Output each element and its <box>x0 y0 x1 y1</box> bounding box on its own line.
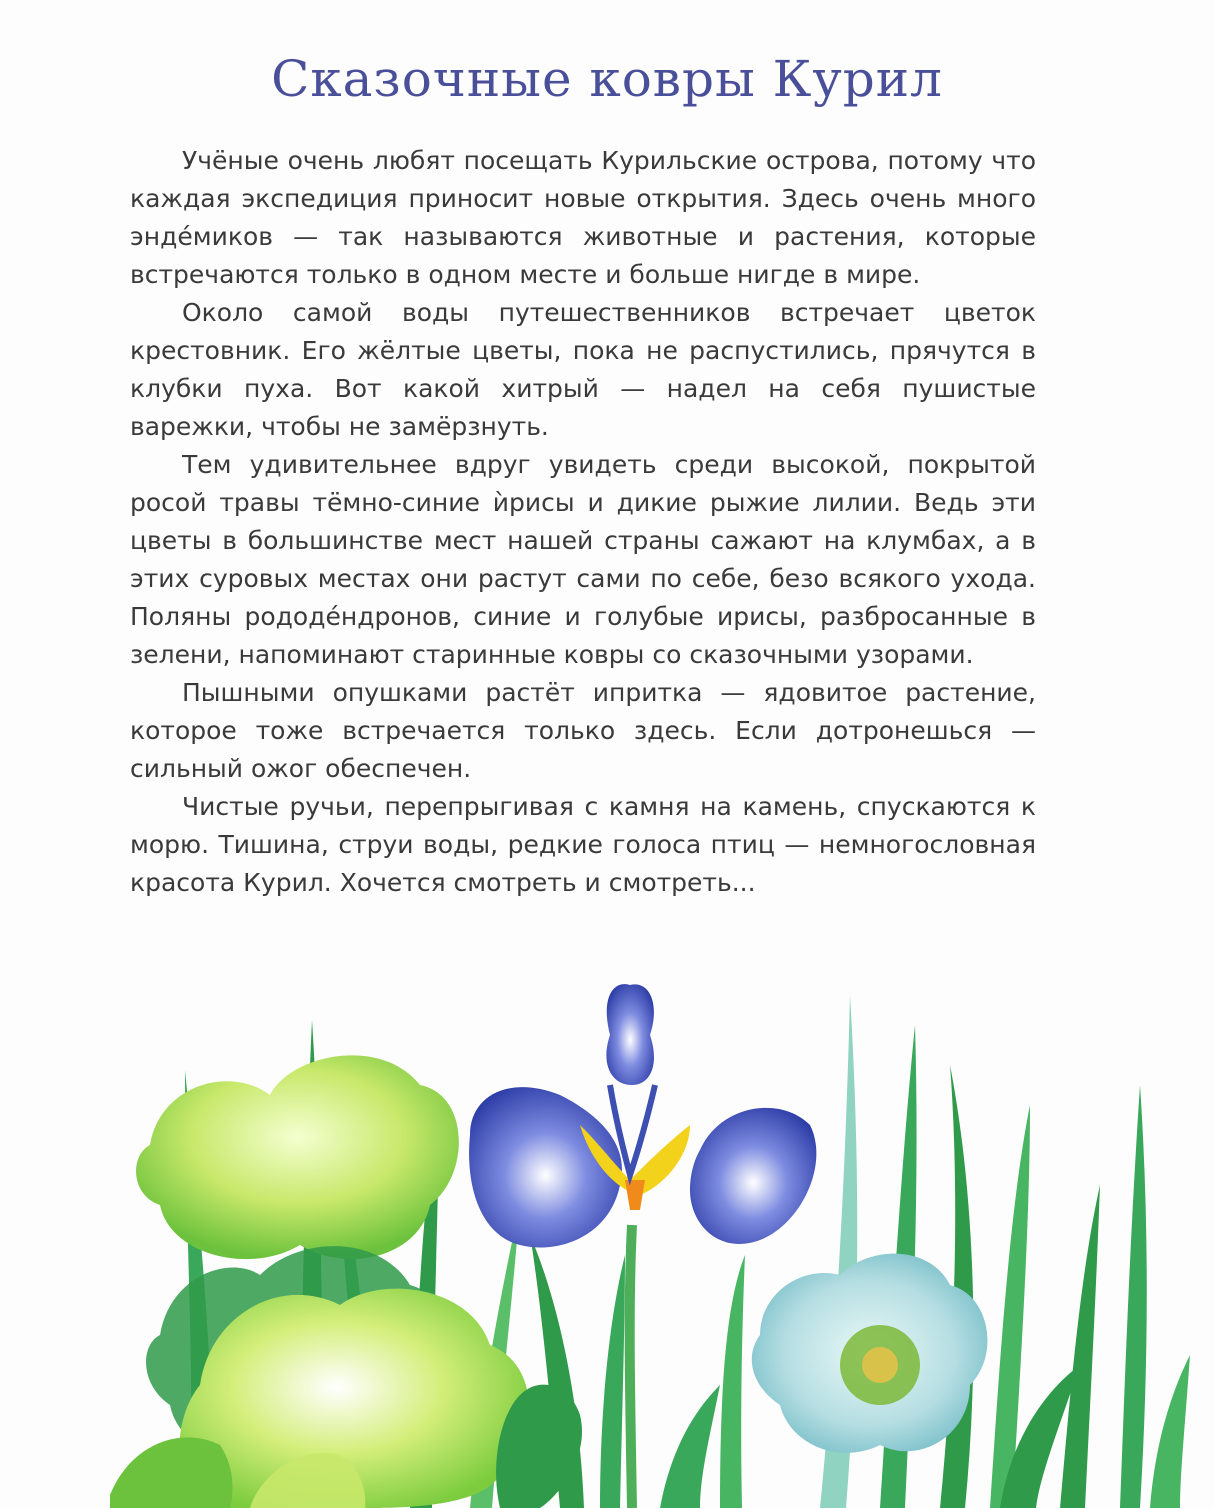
flowers-illustration <box>0 975 1214 1508</box>
pale-blue-flower <box>752 1254 988 1453</box>
paragraph-2: Около самой воды путешественников встречает цветок крестовник. Его жёлтые цветы, пока не распустились, прячутся в клубки пуха. Вот какой хитрый — надел на себя пушистые варежки, чтобы не замёрзнуть. <box>130 298 1036 441</box>
page-title: Сказочные ковры Курил <box>271 50 943 108</box>
paragraph-5: Чистые ручьи, перепрыгивая с камня на камень, спускаются к морю. Тишина, струи воды, редкие голоса птиц — немногословная красота Курил. Хочется смотреть и смотреть... <box>130 792 1036 897</box>
paragraph-4: Пышными опушками растёт иприткa — ядовитое растение, которое тоже встречается только здесь. Если дотронешься — сильный ожог обеспечен. <box>130 678 1036 783</box>
paragraph-3: Тем удивительнее вдруг увидеть среди высокой, покрытой росой травы тёмно-синие ѝрисы и дикие рыжие лилии. Ведь эти цветы в большинстве мест нашей страны сажают на клумбах, а в этих суровых местах они растут сами по себе, безо всякого ухода. Поляны рододе́ндронов, синие и голубые ирисы, разбросанные в зелени, напоминают старинные ковры со сказочными узорами. <box>130 450 1036 669</box>
paragraph-1: Учёные очень любят посещать Курильские острова, потому что каждая экспедиция приносит новые открытия. Здесь очень много эндéмиков — так называются животные и растения, которые встречаются только в одном месте и больше нигде в мире. <box>130 146 1036 289</box>
body-text <box>130 142 1036 902</box>
